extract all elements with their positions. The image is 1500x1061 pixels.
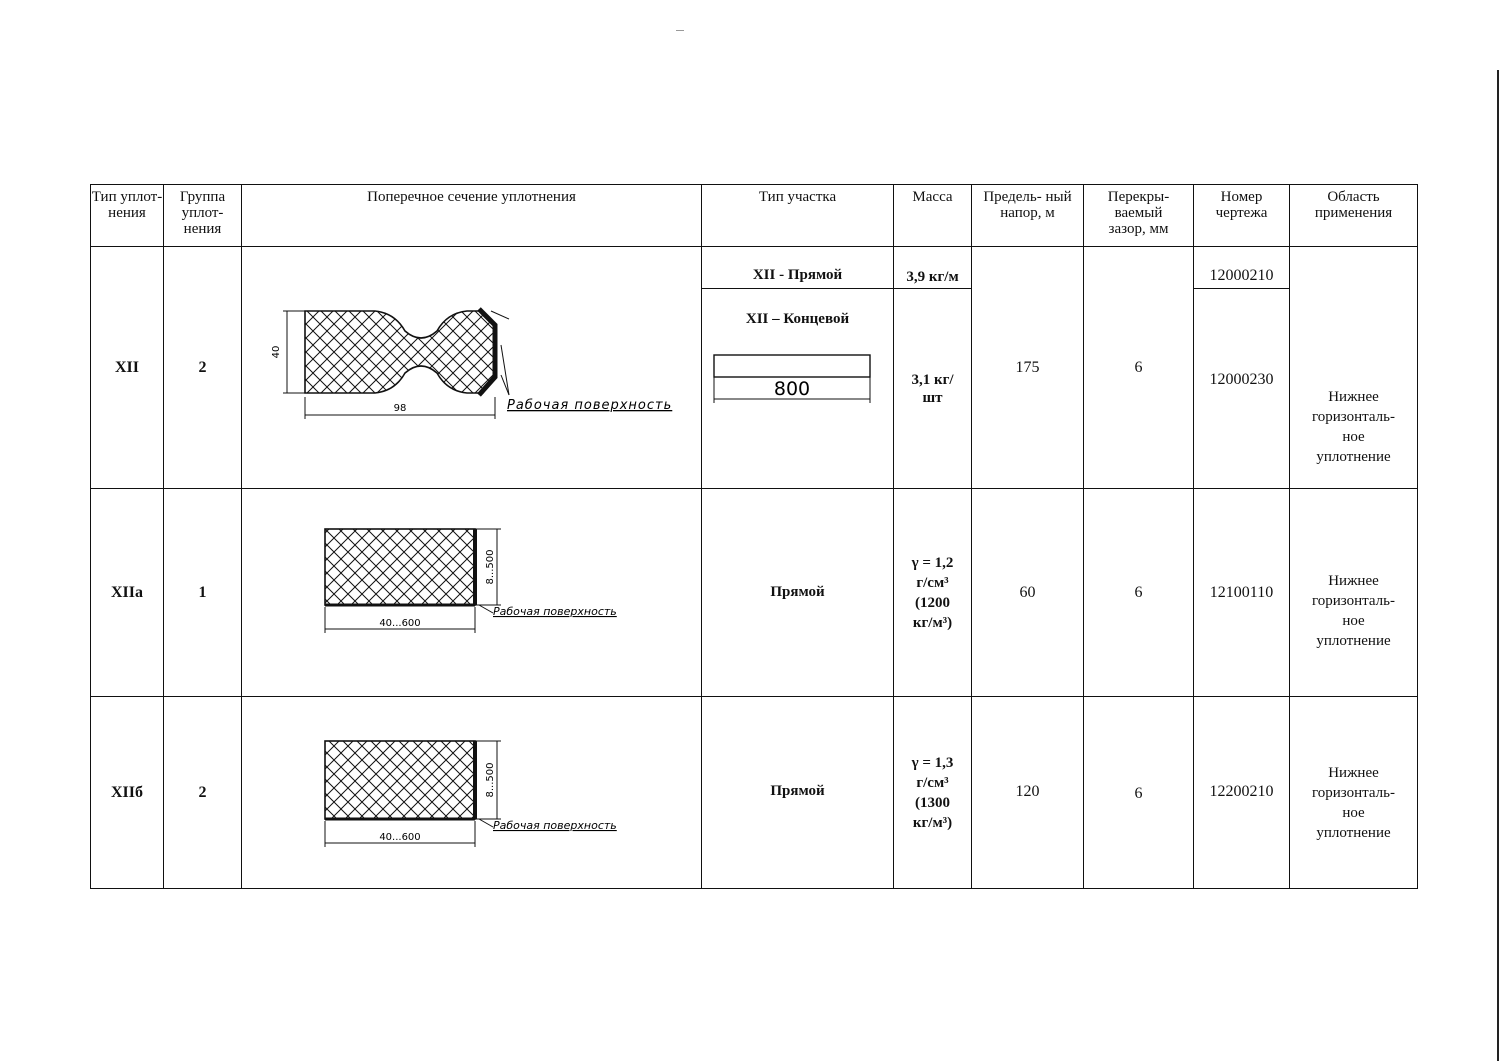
head-value: 120 [972,697,1084,889]
table-row [91,247,1418,489]
cross-section-drawing [243,489,701,691]
header-section-type: Тип участка [702,185,894,247]
dim-width-label: 98 [393,403,406,414]
cross-section-cell [242,489,702,697]
section-type-end: XII – Концевой [745,311,850,327]
application-text: Нижнее горизонталь- ное уплотнение [1290,247,1418,489]
mass-straight: 3,9 кг/м [906,269,959,285]
header-cross-section: Поперечное сечение уплотнения [242,185,702,247]
seal-profile [325,741,475,819]
cross-section-cell [242,247,702,489]
table-row [91,697,1418,889]
scan-mark [676,30,684,31]
mass-cell [894,247,972,489]
cross-section-cell [242,697,702,889]
cross-section-drawing [243,247,701,483]
dim-width-label: 40...600 [378,618,421,629]
row-type: XIIб [91,697,164,889]
seal-profile [305,311,495,393]
gap-value: 6 [1084,489,1194,697]
gap-value: 6 [1084,697,1194,889]
mass-value: γ = 1,3 г/см³ (1300 кг/м³) [894,697,972,889]
mass-end: 3,1 кг/шт [911,372,954,406]
head-value: 60 [972,489,1084,697]
page-edge-line [1497,70,1499,1061]
row-type: XII [91,247,164,489]
header-max-head: Предель- ный напор, м [972,185,1084,247]
section-type-straight: XII - Прямой [752,267,843,283]
row-group: 1 [164,489,242,697]
header-gap: Перекры- ваемый зазор, мм [1084,185,1194,247]
drawing-number: 12100110 [1194,489,1290,697]
working-surface-label: Рабочая поверхность [492,605,617,618]
drawing-number-end: 12000230 [1209,371,1274,388]
mass-value: γ = 1,2 г/см³ (1200 кг/м³) [894,489,972,697]
drawing-cell [1194,247,1290,489]
section-type: Прямой [702,489,894,697]
seal-profile [325,529,475,605]
table-row [91,489,1418,697]
header-seal-group: Группа уплот- нения [164,185,242,247]
application-text: Нижнее горизонталь- ное уплотнение [1290,697,1418,889]
head-value: 175 [972,247,1084,489]
header-drawing-no: Номер чертежа [1194,185,1290,247]
dim-height-label: 8...500 [484,549,496,585]
end-piece-drawing [702,351,894,411]
section-type-cell [702,247,894,489]
dim-height-label: 8...500 [484,762,496,798]
seal-table [90,184,1418,889]
cross-section-drawing [243,697,701,883]
gap-value: 6 [1084,247,1194,489]
row-type: XIIа [91,489,164,697]
header-application: Область применения [1290,185,1418,247]
header-row [91,185,1418,247]
dim-height-label: 40 [270,345,282,359]
working-surface-label: Рабочая поверхность [506,398,672,413]
header-seal-type: Тип уплот- нения [91,185,164,247]
drawing-number-straight: 12000210 [1209,267,1274,284]
section-type: Прямой [702,697,894,889]
dim-width-label: 40...600 [378,832,421,843]
application-text: Нижнее горизонталь- ное уплотнение [1290,489,1418,697]
working-surface-label: Рабочая поверхность [492,819,617,832]
row-group: 2 [164,697,242,889]
drawing-number: 12200210 [1194,697,1290,889]
row-group: 2 [164,247,242,489]
header-mass: Масса [894,185,972,247]
end-piece-length: 800 [773,378,811,400]
